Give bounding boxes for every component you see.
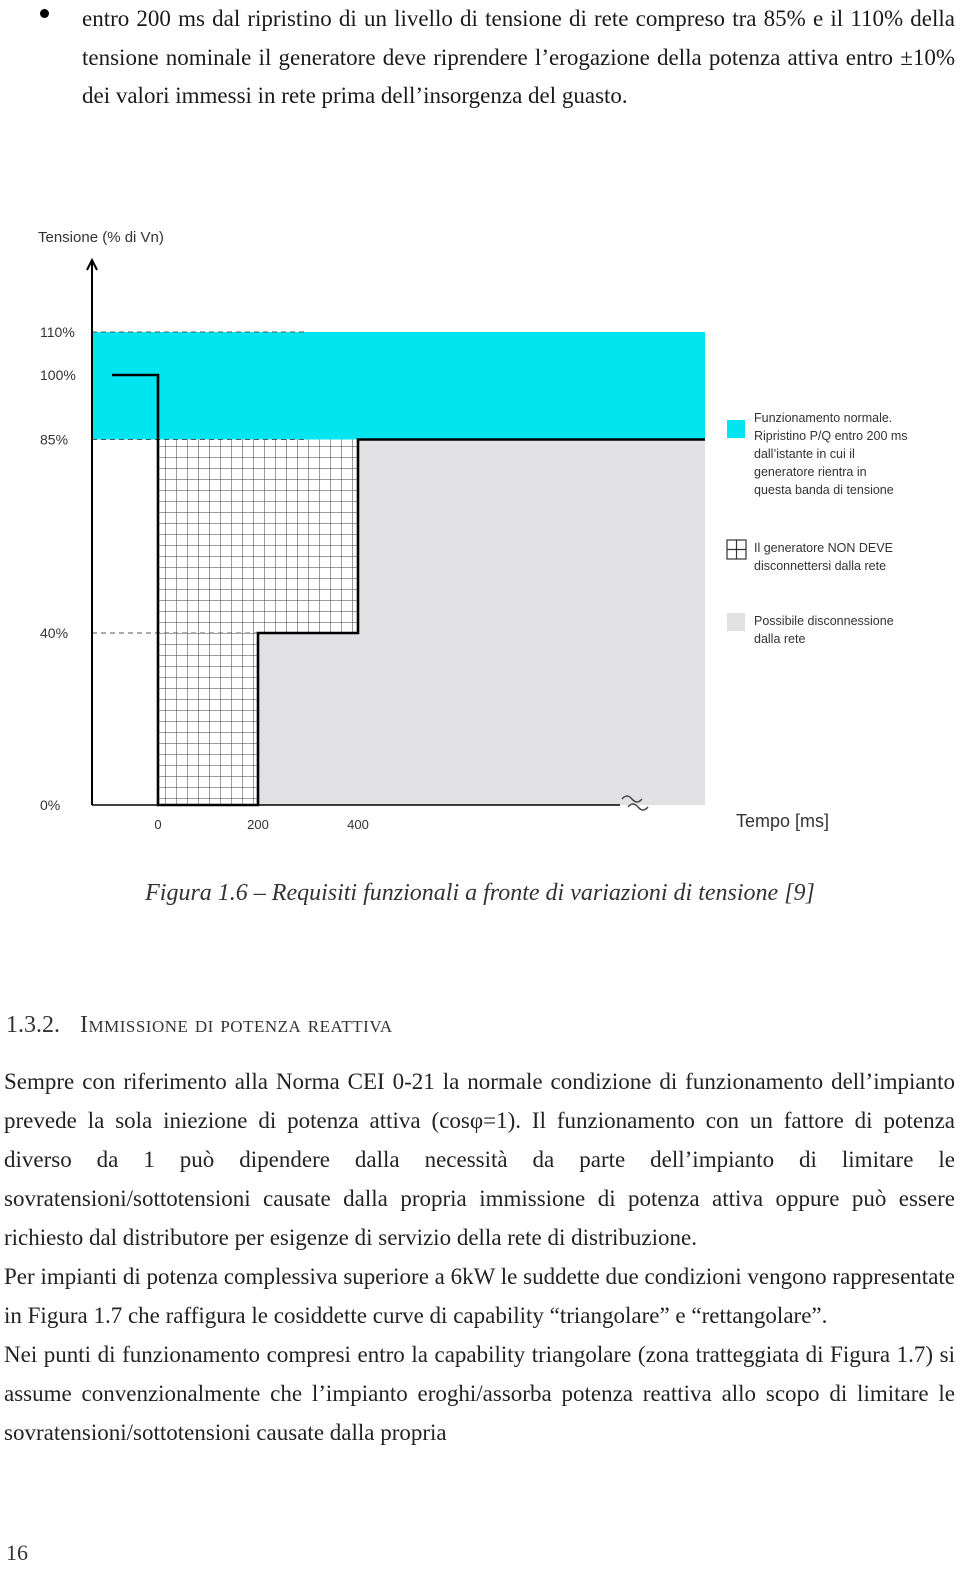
paragraph: Per impianti di potenza complessiva superiore a 6kW le suddette due condizioni vengono rappresentate in Figura 1.7 che raffigura le cosiddette curve di capability “triangolare” e “rettangolare”. bbox=[4, 1264, 955, 1328]
figure-caption: Figura 1.6 – Requisiti funzionali a fronte di variazioni di tensione [9] bbox=[145, 880, 815, 906]
legend bbox=[727, 411, 911, 646]
y-tick-label: 40% bbox=[40, 625, 69, 641]
body-text bbox=[4, 1062, 955, 1452]
section-number: 1.3.2. bbox=[6, 1012, 60, 1038]
page-number: 16 bbox=[6, 1540, 28, 1565]
legend-grid-line: disconnettersi dalla rete bbox=[754, 559, 887, 573]
section-title: Immissione di potenza reattiva bbox=[80, 1012, 393, 1038]
x-tick-label: 0 bbox=[154, 817, 162, 832]
paragraph: Sempre con riferimento alla Norma CEI 0-21 la normale condizione di funzionamento dell’impianto prevede la sola iniezione di potenza attiva (cosφ=1). Il funzionamento con un fattore di potenza diverso da 1 può dipendere dalla necessità da parte dell’impianto di limitare le sovratensioni/sottotensioni causate dalla propria immissione di potenza attiva oppure può essere richiesto dal distributore per esigenze di servizio della rete di distribuzione. bbox=[4, 1069, 955, 1250]
legend-label-normal bbox=[754, 411, 911, 497]
legend-gray-line: Possibile disconnessione bbox=[754, 614, 894, 628]
x-tick-label: 200 bbox=[247, 817, 269, 832]
y-tick-label: 110% bbox=[40, 324, 75, 340]
legend-grid-line: Il generatore NON DEVE bbox=[754, 541, 893, 555]
legend-gray-line: dalla rete bbox=[754, 632, 806, 646]
y-tick-label: 85% bbox=[40, 431, 69, 448]
paragraph: Nei punti di funzionamento compresi entro la capability triangolare (zona tratteggiata di Figura 1.7) si assume convenzionalmente che l’impianto eroghi/assorba potenza reattiva allo scopo di limitare le sovratensioni/sottotensioni causate dalla propria bbox=[4, 1342, 955, 1445]
x-tick-label: 400 bbox=[347, 817, 369, 832]
legend-normal-line: dall’istante in cui il bbox=[754, 447, 855, 461]
bullet-text: entro 200 ms dal ripristino di un livello di tensione di rete compreso tra 85% e il 110% della tensione nominale il generatore deve riprendere l’erogazione della potenza attiva entro ±10% dei valori immessi in rete prima dell’insorgenza del guasto. bbox=[82, 6, 955, 108]
normal-operation-band bbox=[92, 332, 705, 440]
bullet-dot-icon bbox=[40, 9, 49, 18]
legend-normal-line: generatore rientra in bbox=[754, 465, 867, 479]
legend-swatch-grid bbox=[727, 540, 746, 559]
x-axis-title: Tempo [ms] bbox=[736, 811, 830, 831]
legend-normal-line: questa banda di tensione bbox=[754, 483, 894, 497]
y-axis-title: Tensione (% di Vn) bbox=[38, 229, 164, 246]
voltage-chart bbox=[0, 215, 960, 855]
legend-normal-line: Funzionamento normale. bbox=[754, 411, 893, 425]
legend-swatch-normal bbox=[727, 420, 745, 438]
legend-swatch-possible-disconnection bbox=[727, 613, 745, 631]
section-heading bbox=[6, 1012, 393, 1039]
legend-normal-line: Ripristino P/Q entro 200 ms bbox=[754, 429, 908, 443]
legend-label-no-disconnect bbox=[754, 541, 896, 573]
figure-voltage-requirements bbox=[0, 215, 960, 855]
y-tick-label: 100% bbox=[40, 367, 76, 383]
legend-label-possible-disconnection bbox=[754, 614, 897, 646]
chart-regions bbox=[92, 332, 705, 805]
y-tick-label: 0% bbox=[40, 797, 61, 813]
